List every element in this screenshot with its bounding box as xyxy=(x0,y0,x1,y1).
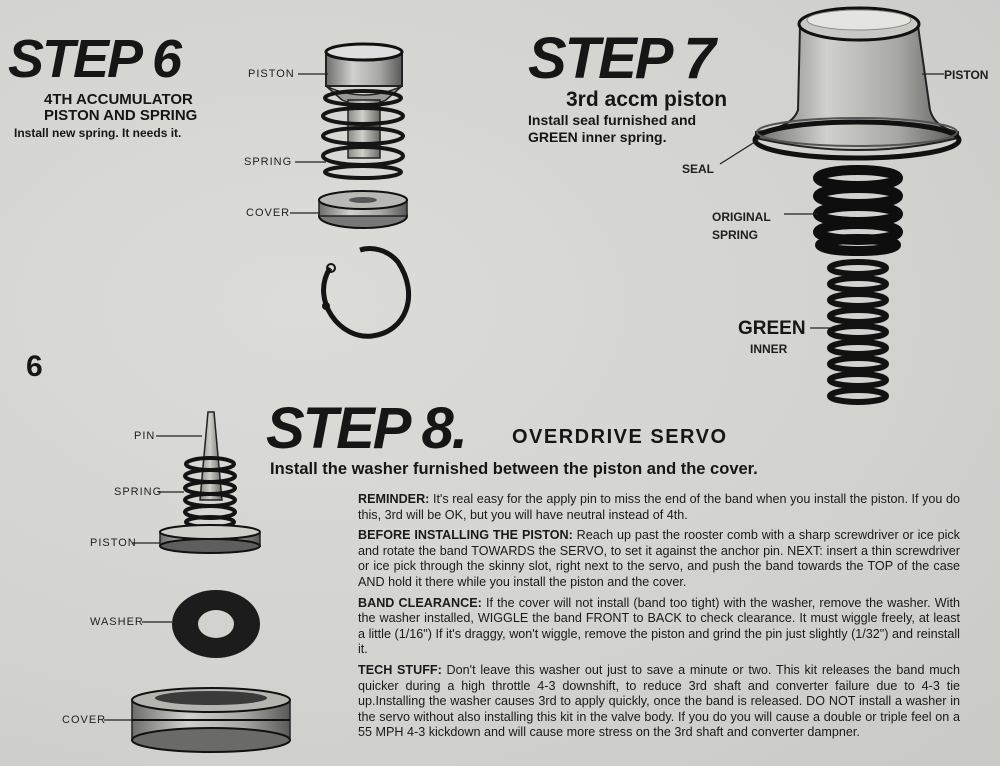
step8-body xyxy=(358,492,960,741)
step7-label-original-line1: ORIGINAL xyxy=(712,210,771,224)
step6-cover-drawing xyxy=(319,191,407,228)
step6-subtitle-line2: PISTON AND SPRING xyxy=(44,107,198,124)
step6-label-piston: PISTON xyxy=(248,68,295,80)
step6-title: STEP 6 xyxy=(8,29,181,89)
step8-washer-drawing xyxy=(172,590,260,658)
paragraph-tech-stuff xyxy=(358,663,960,741)
step8-label-piston: PISTON xyxy=(90,537,137,549)
step7-original-spring-drawing xyxy=(818,170,898,251)
paragraph-band-clearance xyxy=(358,596,960,658)
page-number: 6 xyxy=(26,350,43,383)
step7-note-line2: GREEN inner spring. xyxy=(528,129,667,145)
step7-note-line1: Install seal furnished and xyxy=(528,112,697,128)
paragraph-before-installing-lead: BEFORE INSTALLING THE PISTON: xyxy=(358,528,573,543)
paragraph-band-clearance-lead: BAND CLEARANCE: xyxy=(358,595,482,610)
step7-label-green: GREEN xyxy=(738,318,806,339)
paragraph-reminder-text: It's real easy for the apply pin to miss the end of the band when you install the piston. If you do this, 3rd will be OK, but you will have neutral instead of 4th. xyxy=(358,492,960,522)
step8-label-spring: SPRING xyxy=(114,486,163,498)
step8-heading: OVERDRIVE SERVO xyxy=(512,426,728,448)
step7-green-spring-drawing xyxy=(830,262,886,402)
step8-label-cover: COVER xyxy=(62,714,107,726)
paragraph-band-clearance-text: If the cover will not install (band too tight) with the washer, remove the washer. With the washer installed, WIGGLE the band FRONT to BACK to check clearance. It must wiggle freely, at least a little (1/16") If it's draggy, won't wiggle, remove the piston and grind the pin just slightly (1/32") and reinstall it. xyxy=(358,595,960,657)
step6-subtitle-line1: 4TH ACCUMULATOR xyxy=(44,91,193,108)
paragraph-tech-stuff-text: Don't leave this washer out just to save a minute or two. This kit releases the band much quicker during a high throttle 4-3 downshift, to reduce 3rd shaft and converter failure due to 4-3 tie up.Installing the washer causes 3rd to apply quickly, once the band is released. DO NOT install a washer in the servo without also installing this kit in the valve body. If you do you will cause a double or triple feel on a 55 MPH 4-3 kickdown and will cause more stress on the 3rd shaft and converter dampner. xyxy=(358,662,960,740)
step7-note xyxy=(528,112,696,146)
paragraph-before-installing xyxy=(358,528,960,590)
step7-label-seal: SEAL xyxy=(682,162,715,176)
step7-label-original-line2: SPRING xyxy=(712,228,759,242)
step7-piston-drawing xyxy=(755,8,959,158)
step6-label-spring: SPRING xyxy=(244,156,293,168)
step8-intro: Install the washer furnished between the piston and the cover. xyxy=(270,460,758,478)
step8-title: STEP 8. xyxy=(266,396,466,461)
step7-subtitle: 3rd accm piston xyxy=(566,88,728,111)
paragraph-reminder-lead: REMINDER: xyxy=(358,492,430,506)
step8-spring-drawing xyxy=(185,458,235,527)
step7-label-piston: PISTON xyxy=(944,68,989,82)
paragraph-before-installing-text: Reach up past the rooster comb with a sharp screwdriver or ice pick and rotate the band TOWARDS the SERVO, to set it against the anchor pin. NEXT: insert a thin screwdriver or ice pick through the skinny slot, right next to the servo, and push the band towards the TOP of the case AND hold it there while you install the piston and the cover. xyxy=(358,528,960,589)
step8-cover-drawing xyxy=(132,688,290,752)
step7-title: STEP 7 xyxy=(528,26,714,91)
step6-snap-ring-drawing xyxy=(324,249,409,337)
step8-pin-drawing xyxy=(200,412,222,500)
step6-label-cover: COVER xyxy=(246,207,291,219)
step8-label-pin: PIN xyxy=(134,430,156,442)
step8-label-washer: WASHER xyxy=(90,616,144,628)
step6-note: Install new spring. It needs it. xyxy=(14,126,182,140)
step6-subtitle xyxy=(44,92,197,124)
step7-label-original xyxy=(712,208,771,244)
paragraph-reminder xyxy=(358,492,960,523)
step7-label-inner: INNER xyxy=(750,342,788,356)
step8-piston-drawing xyxy=(160,525,260,553)
paragraph-tech-stuff-lead: TECH STUFF: xyxy=(358,662,442,677)
